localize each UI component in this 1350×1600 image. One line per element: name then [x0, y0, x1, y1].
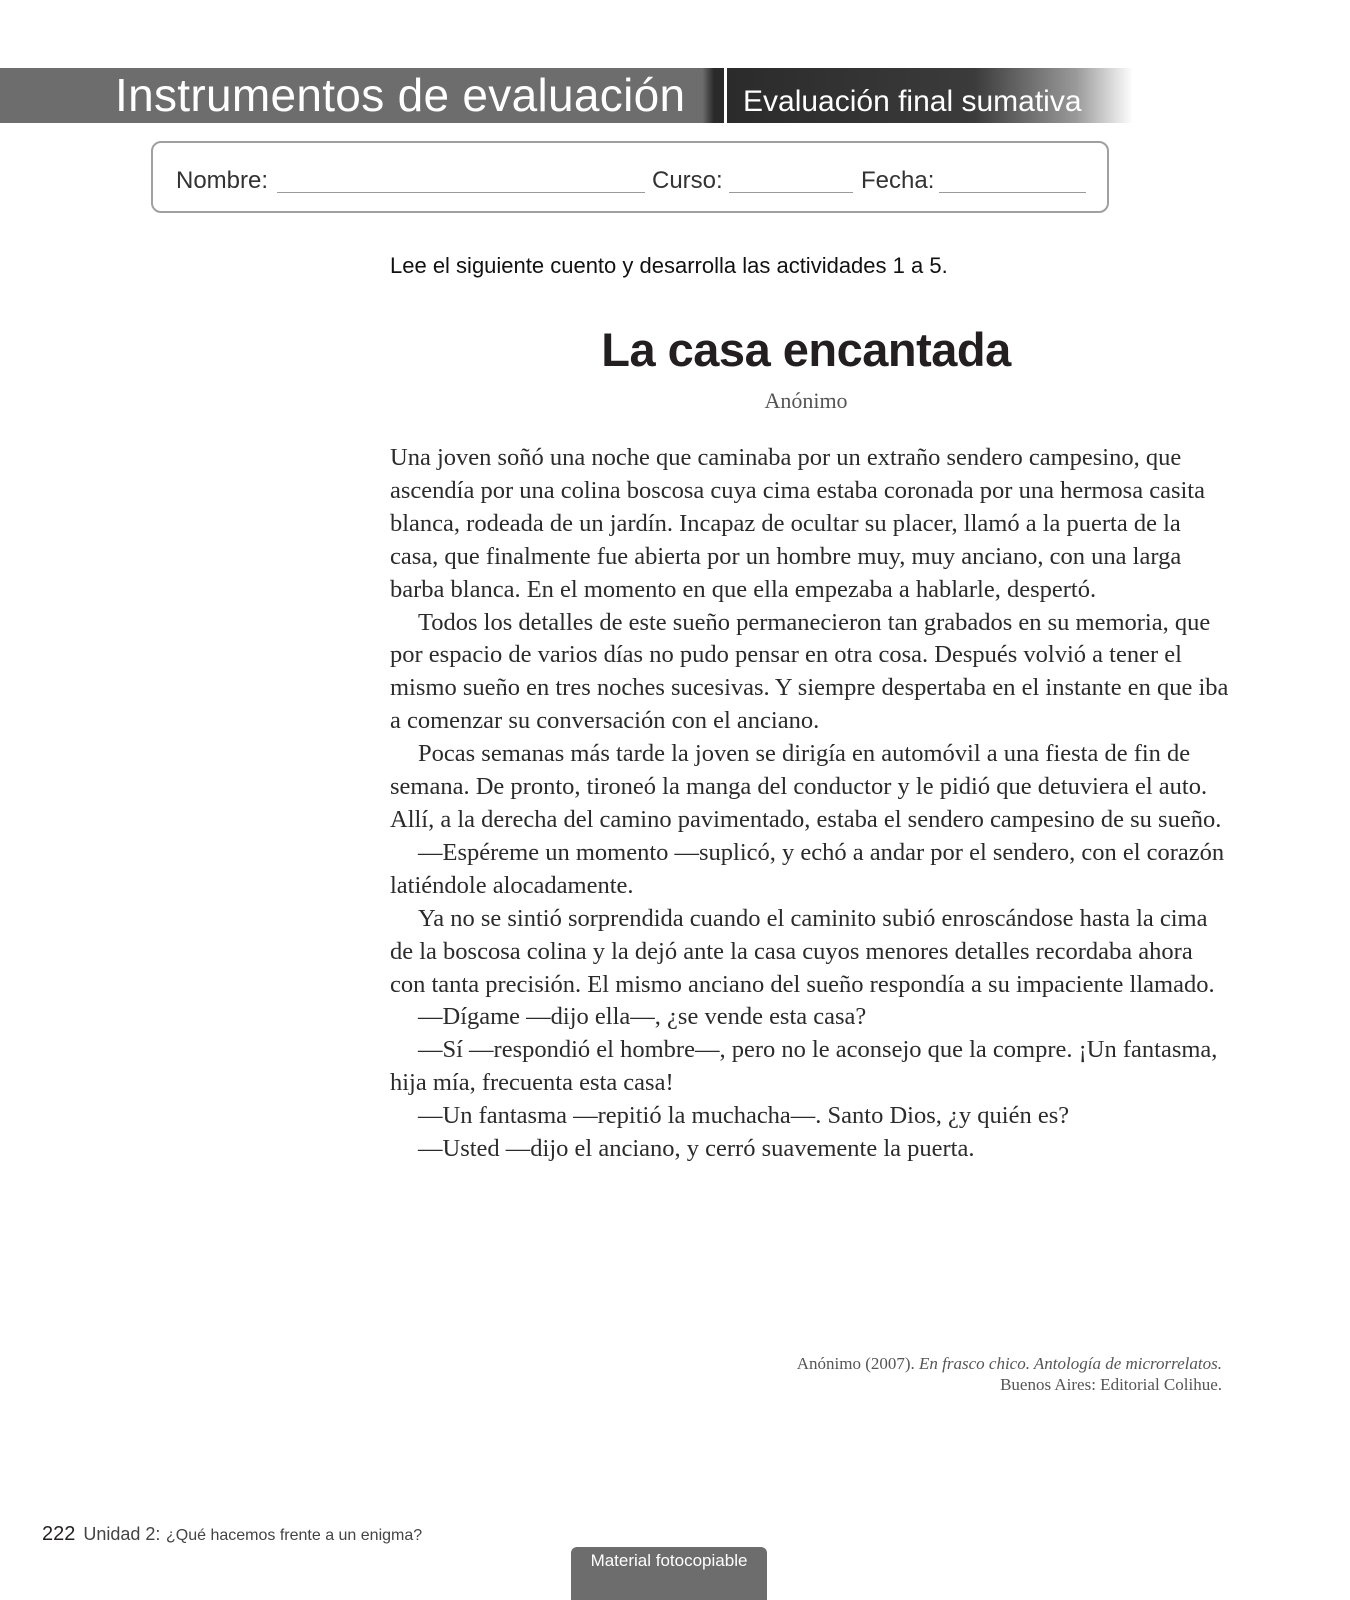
story-paragraph: Pocas semanas más tarde la joven se dirigía en automóvil a una fiesta de fin de semana. De pronto, tironeó la manga del conductor y le pidió que detuviera el auto. Allí, a la derecha del camino pavimentado, estaba el sendero campesino de su sueño. [390, 740, 1222, 833]
citation-book-title: En frasco chico. Antología de microrrelatos. [919, 1354, 1222, 1373]
unit-question: ¿Qué hacemos frente a un enigma? [166, 1527, 423, 1544]
course-label: Curso: [652, 167, 723, 194]
story-paragraph: Todos los detalles de este sueño permanecieron tan grabados en su memoria, que por espacio de varios días no pudo pensar en otra cosa. Después volvió a tener el mismo sueño en tres noches sucesivas. Y siempre despertaba en el instante en que iba a comenzar su conversación con el anciano. [390, 608, 1229, 735]
header-divider [724, 68, 727, 123]
story-title: La casa encantada [601, 323, 1011, 376]
course-field[interactable] [729, 192, 853, 193]
story-dialogue: —Un fantasma —repitió la muchacha—. Santo Dios, ¿y quién es? [418, 1102, 1070, 1130]
student-info-box [151, 141, 1109, 213]
citation-author-year: Anónimo (2007). [796, 1354, 920, 1373]
story-body [390, 442, 1230, 1166]
unit-label: Unidad 2: [83, 1524, 161, 1544]
page-number: 222 [42, 1523, 76, 1545]
story-dialogue: —Usted —dijo el anciano, y cerró suavemente la puerta. [418, 1135, 975, 1163]
section-title: Instrumentos de evaluación [115, 69, 686, 121]
name-field[interactable] [277, 192, 645, 193]
story-dialogue: —Sí —respondió el hombre—, pero no le aconsejo que la compre. ¡Un fantasma, hija mía, frecuenta esta casa! [390, 1036, 1218, 1097]
name-label: Nombre: [176, 167, 269, 194]
date-label: Fecha: [861, 167, 935, 194]
story-paragraph: Una joven soñó una noche que caminaba por un extraño sendero campesino, que ascendía por una colina boscosa cuya cima estaba coronada por una hermosa casita blanca, rodeada de un jardín. Incapaz de ocultar su placer, llamó a la puerta de la casa, que finalmente fue abierta por un hombre muy, muy anciano, con una larga barba blanca. En el momento en que ella empezaba a hablarle, despertó. [390, 444, 1205, 603]
source-citation [390, 1353, 1222, 1395]
instruction-text: Lee el siguiente cuento y desarrolla las actividades 1 a 5. [390, 253, 948, 278]
story-author: Anónimo [764, 388, 848, 413]
story-dialogue: —Espéreme un momento —suplicó, y echó a andar por el sendero, con el corazón latiéndole alocadamente. [390, 838, 1225, 899]
date-field[interactable] [939, 192, 1086, 193]
section-subtitle: Evaluación final sumativa [743, 85, 1082, 118]
story-dialogue: —Dígame —dijo ella—, ¿se vende esta casa? [418, 1003, 867, 1031]
story-paragraph: Ya no se sintió sorprendida cuando el caminito subió enroscándose hasta la cima de la boscosa colina y la dejó ante la casa cuyos menores detalles recordaba ahora con tanta precisión. El mismo anciano del sueño respondía a su impaciente llamado. [390, 904, 1215, 998]
photocopy-tab: Material fotocopiable [571, 1547, 767, 1600]
citation-publisher: Buenos Aires: Editorial Colihue. [1000, 1375, 1222, 1394]
page-footer [42, 1519, 422, 1551]
